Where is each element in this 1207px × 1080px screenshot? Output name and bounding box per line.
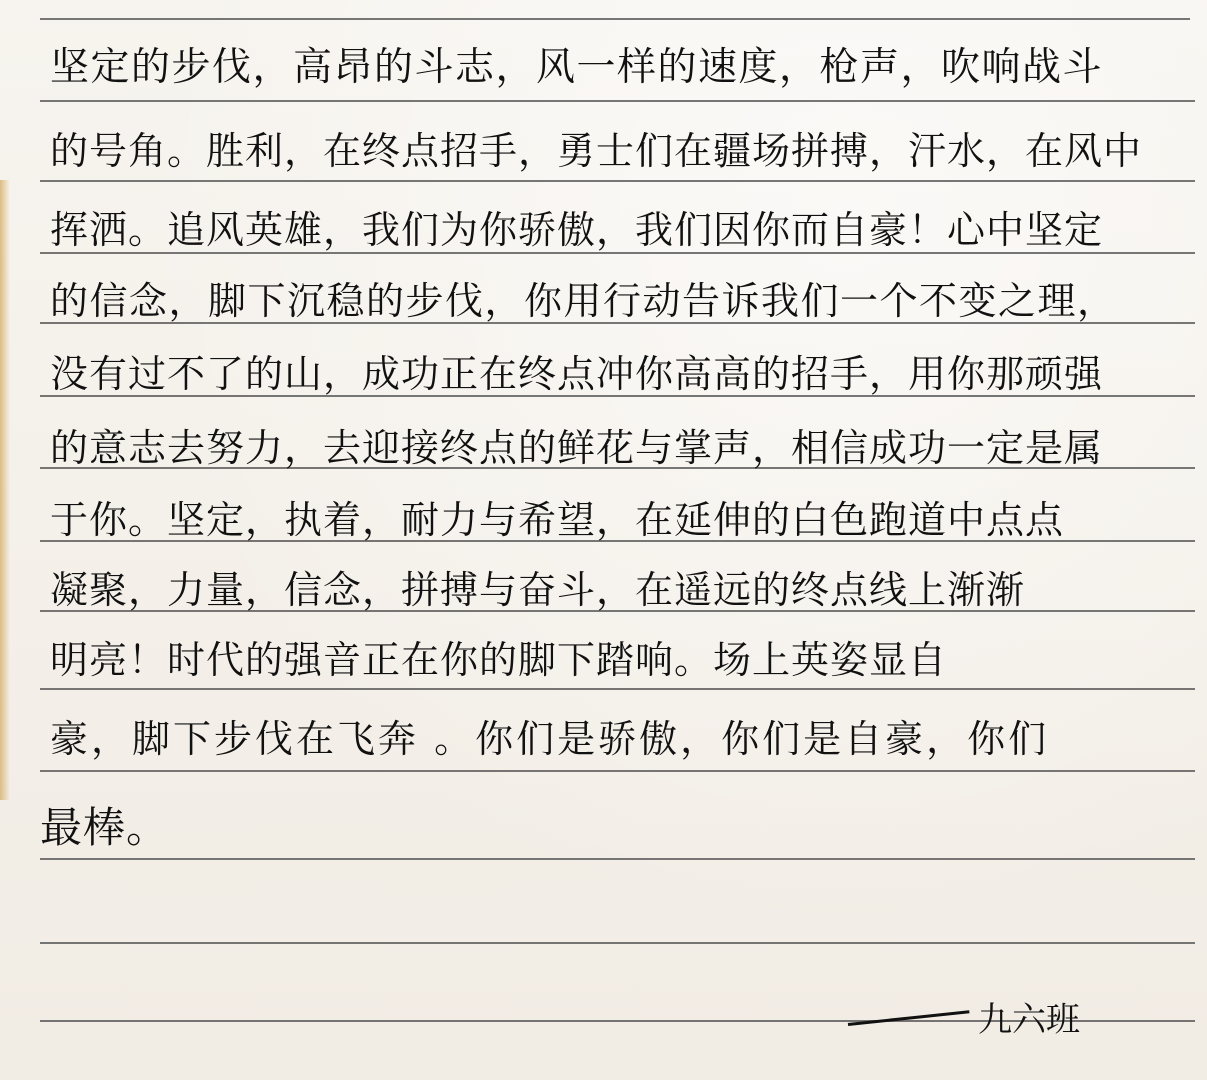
handwritten-line: 的意志去努力，去迎接终点的鲜花与掌声，相信成功一定是属: [50, 426, 1104, 470]
handwritten-line: 于你。坚定，执着，耐力与希望，在延伸的白色跑道中点点: [50, 498, 1065, 542]
handwritten-line: 明亮！时代的强音正在你的脚下踏响。场上英姿显自: [50, 638, 948, 682]
handwritten-line: 挥洒。追风英雄，我们为你骄傲，我们因你而自豪！心中坚定: [50, 208, 1104, 252]
handwritten-line: 没有过不了的山，成功正在终点冲你高高的招手，用你那顽强: [50, 352, 1104, 396]
handwritten-line: 的号角。胜利，在终点招手，勇士们在疆场拼搏，汗水，在风中: [50, 129, 1143, 173]
handwritten-line: 的信念，脚下沉稳的步伐，你用行动告诉我们一个不变之理，: [50, 279, 1117, 323]
ruled-line: [40, 770, 1195, 772]
signature-text: 九六班: [978, 1000, 1080, 1040]
ruled-line: [40, 100, 1195, 102]
ruled-line: [40, 942, 1195, 944]
paper-edge-stain: [0, 180, 10, 800]
handwritten-line: 最棒。: [40, 803, 170, 852]
ruled-line: [40, 18, 1190, 20]
ruled-line: [40, 858, 1195, 860]
handwritten-line: 豪，脚下步伐在飞奔 。你们是骄傲，你们是自豪，你们: [50, 717, 1050, 761]
signature-dash: [848, 1010, 970, 1026]
handwritten-line: 坚定的步伐，高昂的斗志，风一样的速度，枪声，吹响战斗: [50, 45, 1104, 90]
handwritten-line: 凝聚，力量，信念，拼搏与奋斗，在遥远的终点线上渐渐: [50, 568, 1026, 612]
signature-block: [848, 990, 1108, 1050]
